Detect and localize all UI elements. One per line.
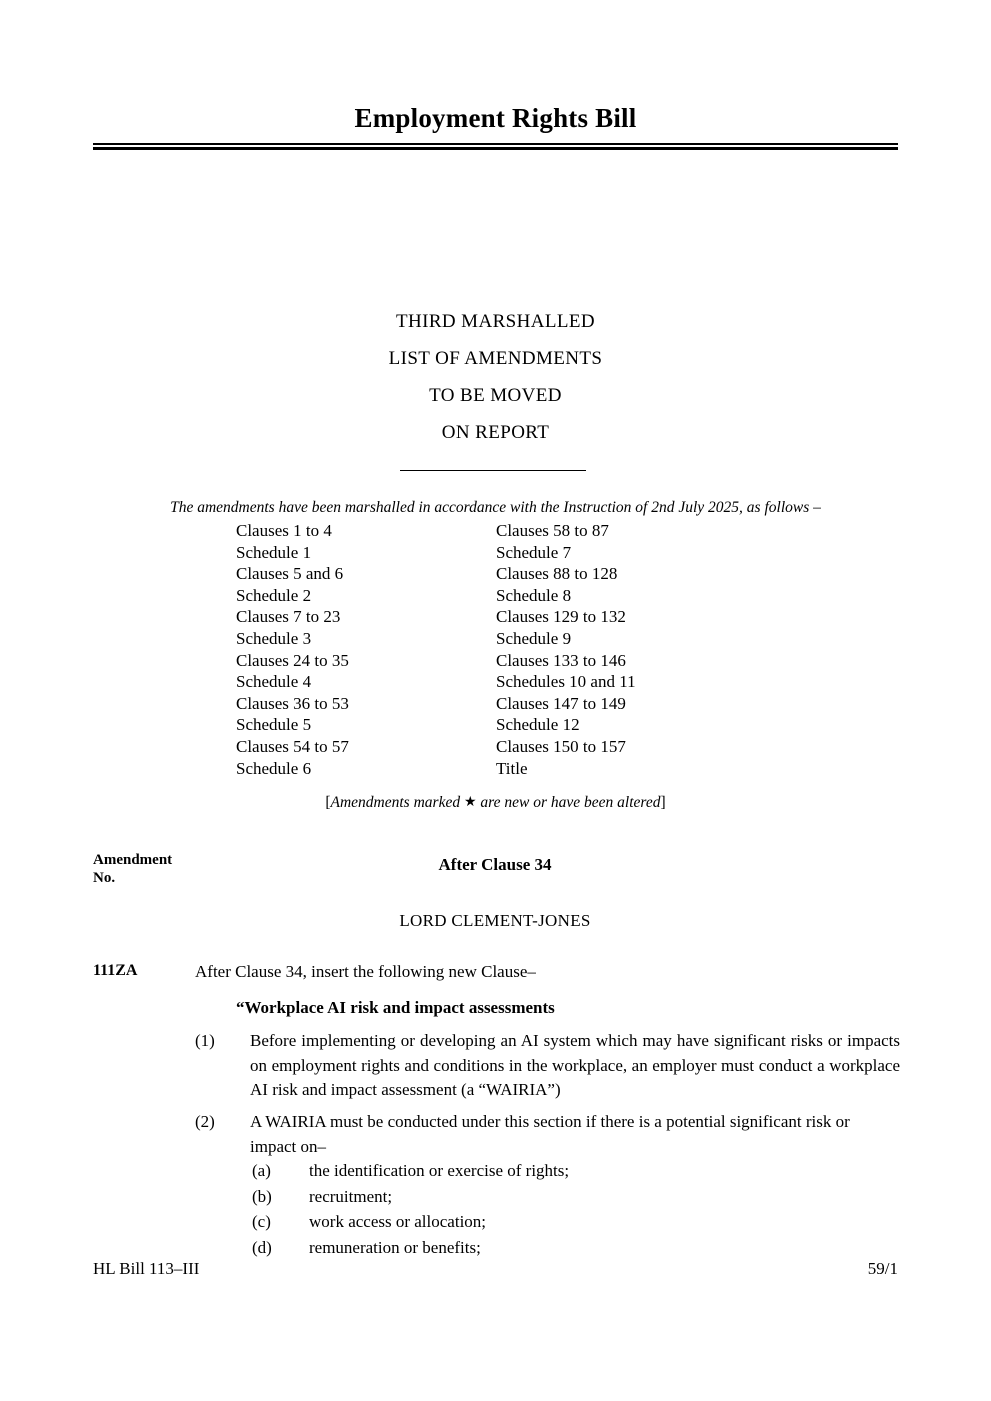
section-heading-after-clause: After Clause 34 [438,855,552,874]
amendment-no-line-1: Amendment [93,852,173,868]
subsection-number: (2) [195,1112,215,1131]
page-title: Employment Rights Bill [354,103,637,133]
bill-reference: HL Bill 113–III [93,1259,200,1278]
list-item: Clauses 58 to 87 [496,521,609,540]
list-item: Clauses 88 to 128 [496,564,618,584]
list-item-text: remuneration or benefits; [309,1238,481,1258]
star-icon: ★ [463,795,477,810]
clause-list-right-column [496,520,756,779]
list-item: Schedule 5 [236,715,312,735]
clause-list-left-column [236,520,496,779]
list-item-text: work access or allocation; [309,1212,487,1232]
list-item: Clauses 133 to 146 [496,650,626,670]
list-item: Schedule 6 [236,758,312,778]
heading-line-2: LIST OF AMENDMENTS [388,348,603,369]
star-note-text-after: are new or have been altered [476,794,661,811]
clause-schedule-list [236,520,796,779]
list-item: Schedule 3 [236,628,312,648]
list-item-text: the identification or exercise of rights; [309,1161,570,1180]
list-item [252,1235,902,1261]
heading-line-3: TO BE MOVED [429,385,562,406]
amendment-no-column-header [93,851,172,887]
list-item [252,1209,902,1235]
title-rule-thick [93,147,898,150]
list-item: Clauses 1 to 4 [236,521,332,540]
heading-line-1: THIRD MARSHALLED [395,311,596,332]
list-item: Clauses 24 to 35 [236,650,349,670]
amendment-no-line-2: No. [93,870,116,886]
page-number: 59/1 [867,1259,898,1278]
list-item: Clauses 129 to 132 [496,607,626,627]
list-item: Schedule 1 [236,542,312,562]
page-footer [93,1259,898,1279]
list-item [252,1184,902,1210]
list-item: Clauses 150 to 157 [496,736,626,756]
list-item: Schedule 4 [236,672,312,692]
list-item: Clauses 7 to 23 [236,607,341,627]
list-item: Clauses 5 and 6 [236,564,344,584]
lettered-subsection-list [252,1158,902,1261]
list-item-letter: (d) [252,1238,272,1258]
member-name: LORD CLEMENT-JONES [399,911,591,930]
subsection [195,1029,900,1103]
list-item: Clauses 54 to 57 [236,736,349,756]
subsection [195,1110,900,1159]
list-item: Schedules 10 and 11 [496,672,636,692]
list-item: Schedule 2 [236,585,312,605]
list-item: Clauses 147 to 149 [496,693,626,713]
list-item: Title [496,758,528,778]
subsection-text: Before implementing or developing an AI system which may have significant risks or impacts on employment rights and conditions in the workplace, an employer must conduct a workplace AI risk and impact assessment (a “WAIRIA”) [250,1031,900,1099]
marshalling-instruction: The amendments have been marshalled in accordance with the Instruction of 2nd July 2025, as follows – [170,499,821,516]
section-divider-rule [400,470,586,471]
list-item-text: recruitment; [309,1186,393,1206]
list-item: Schedule 9 [496,628,572,648]
amendment-star-note [93,794,898,812]
amendment-lead-in: After Clause 34, insert the following new Clause– [195,962,536,981]
list-item-letter: (c) [252,1212,271,1232]
list-item: Schedule 8 [496,585,572,605]
subsection-number: (1) [195,1031,215,1050]
document-heading-block [93,303,898,451]
subsection-text: A WAIRIA must be conducted under this section if there is a potential significant risk or impact on– [250,1112,850,1156]
list-item: Schedule 12 [496,715,580,735]
star-note-open-bracket: [ [325,794,331,811]
list-item-letter: (a) [252,1161,271,1180]
list-item: Clauses 36 to 53 [236,693,349,713]
list-item-letter: (b) [252,1186,272,1206]
heading-line-4: ON REPORT [441,422,550,443]
amendment-number: 111ZA [93,962,138,979]
star-note-text-before: Amendments marked [330,794,464,811]
list-item: Schedule 7 [496,542,572,562]
list-item [252,1158,902,1184]
title-double-rule [93,143,898,150]
new-clause-title: “Workplace AI risk and impact assessments [236,998,555,1017]
star-note-close-bracket: ] [660,794,666,811]
